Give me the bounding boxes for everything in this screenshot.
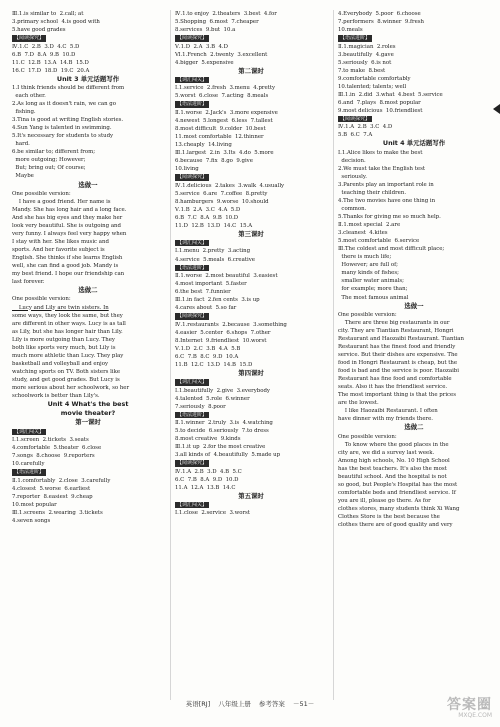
answer-line: more outgoing; However; <box>12 157 86 164</box>
section-tag-row <box>175 378 327 386</box>
answer-line: Ⅲ.1.it up 2.for the most creative <box>175 444 266 451</box>
answer-line: One possible version: <box>12 190 71 197</box>
answer-line: 9.most delicious 10.friendliest <box>338 107 423 114</box>
answer-line: 3.cleanest 4.kites <box>338 230 388 237</box>
section-tag: 【阅读探究】 <box>177 35 208 42</box>
answer-line: Ⅱ.1.magician 2.roles <box>338 43 396 50</box>
answer-line: Ⅳ.1.to enjoy 2.theaters 3.best 4.for <box>175 11 277 17</box>
answer-line: There are three big restaurants in our <box>338 319 450 326</box>
bookmark-marker-icon <box>493 104 500 114</box>
answer-line: Ⅲ.1.in fact 2.fen cents 3.is up <box>175 297 260 304</box>
answer-line: 10.living <box>175 166 199 173</box>
answer-line: I stay with her. She likes music and <box>12 238 109 245</box>
answer-line: sports. And her favorite subject is <box>12 247 105 254</box>
answer-line: One possible version: <box>338 311 397 318</box>
answer-line: Ⅱ.1.most special 2.are <box>338 222 401 229</box>
answer-line: city are, we did a survey last week. <box>338 449 435 456</box>
answer-line: But; bring out; Of course; <box>12 165 86 172</box>
answer-line: 10.carefully <box>12 461 45 468</box>
answer-line: 6.B 7.C 8.A 9.B 10.D <box>175 214 239 221</box>
answer-line: very funny. I always feel very happy when <box>12 230 127 237</box>
answer-line: Ⅱ.1.worse 2.most beautiful 3.easiest <box>175 272 278 279</box>
answer-line: Ⅲ.1.is similar to 2.call; at <box>12 11 84 17</box>
answer-line: 5.Shopping 6.most 7.cheaper <box>175 19 259 26</box>
answer-line: 6.B 7.D 8.A 9.B 10.D <box>12 51 76 58</box>
section-tag: 【语法进阶】 <box>340 35 371 42</box>
answer-line: have dinner with my friends there. <box>338 416 433 423</box>
answer-line: Ⅲ.1.in 2.did 3.what 4.best 5.service <box>338 91 443 98</box>
answer-line: 4.comfortable 5.theater 6.close <box>12 445 102 452</box>
answer-line: 4.talented 5.role 6.winner <box>175 395 250 402</box>
answer-line: 3.Parents play an important role in <box>338 181 434 188</box>
answer-line: Ⅳ.1.delicious 2.takes 3.walk 4.usually <box>175 182 285 189</box>
answer-line: Clothes Store is the best because the <box>338 514 440 521</box>
answer-line: 7.seriously 8.poor <box>175 403 226 410</box>
answer-line: are the lowest. <box>338 400 379 407</box>
answer-line: 7.performers 8.winner 9.fresh <box>338 19 425 26</box>
answer-line: Ⅰ.1.close 2.service 3.worst <box>175 510 250 517</box>
section-tag: 【语法进阶】 <box>177 411 208 418</box>
answer-line: 10.talented; talents; well <box>338 83 407 90</box>
section-heading: 第二课时 <box>238 66 264 75</box>
answer-line: 8.most difficult 9.colder 10.best <box>175 125 266 132</box>
answer-line: Ⅲ.The coldest and most difficult place; <box>338 246 445 253</box>
answer-line: last forever. <box>12 279 45 286</box>
answer-line: 4.cares about 5.so far <box>175 305 237 312</box>
answer-line: 7.songs 8.choose 9.reporters <box>12 453 95 460</box>
answer-line: Ⅲ.1.largest 2.in 3.Its 4.do 5.more <box>175 150 274 157</box>
answer-line: Ⅰ.1.beautifully 2.give 3.everybody <box>175 387 270 394</box>
answer-line: 5.service 6.are 7.coffee 8.pretty <box>175 190 268 197</box>
answer-line: clothes stores, many students think Xi Wang <box>338 506 460 513</box>
answer-line: Restaurant and Haozaibi Restaurant. Tiantian <box>338 335 464 342</box>
answer-line: food is bad and the service is poor. Haozaibi <box>338 368 459 375</box>
section-tag-row <box>175 411 327 419</box>
answer-line: Lucy and Lily are twin sisters. In <box>12 304 109 311</box>
section-tag: 【语法进阶】 <box>177 264 208 271</box>
answer-line: has the best teachers. It's also the most <box>338 465 447 472</box>
answer-line: 3.all kinds of 4.beautifully 5.made up <box>175 452 281 459</box>
answer-line: basketball and volleyball and enjoy <box>12 360 109 367</box>
section-tag: 【语法进阶】 <box>14 469 45 476</box>
section-tag-row <box>175 239 327 247</box>
answer-line: 1.I think friends should be different from <box>12 84 125 91</box>
answer-line: Ⅵ.1.French 2.twenty 3.excellent <box>175 51 268 58</box>
section-tag-row <box>175 100 327 108</box>
answer-line: The most important thing is that the prices <box>338 392 457 399</box>
answer-line: 3.Tina is good at writing English stories. <box>12 117 124 124</box>
answer-line: Ⅱ.1.winner 2.truly 3.is 4.watching <box>175 420 273 427</box>
answer-line: Ⅴ.1.D 2.A 3.B 4.D <box>175 43 228 50</box>
answer-line: 6.because 7.fix 8.go 9.give <box>175 158 253 165</box>
answer-line: comfortable beds and friendliest service. If <box>338 489 456 496</box>
section-tag: 【词汇闯关】 <box>177 240 208 247</box>
answer-line: 4.Everybody 5.poor 6.choose <box>338 11 421 17</box>
answer-line: 9.comfortable comfortably <box>338 75 411 82</box>
section-tag-row <box>175 76 327 84</box>
section-tag: 【阅读探究】 <box>14 35 45 42</box>
section-tag-row <box>175 459 327 467</box>
section-tag: 【词汇闯关】 <box>177 76 208 83</box>
answer-line: One possible version: <box>12 296 71 303</box>
answer-line: as Lily, but she has longer hair than Lily. <box>12 328 123 335</box>
footer-page-number: －51－ <box>292 700 315 708</box>
section-tag-row <box>175 34 327 42</box>
answer-line: teaching their children. <box>338 189 407 196</box>
answer-line: 13.cheaply 14.living <box>175 141 232 148</box>
answer-line: 6.be similar to; different from; <box>12 149 96 156</box>
answer-line: seriously. <box>338 173 367 180</box>
answer-line: 5.worst 6.close 7.acting 8.meals <box>175 93 269 100</box>
answer-line: beautiful school. And the hospital is not <box>338 473 447 480</box>
section-heading: 选做一 <box>78 180 98 189</box>
answer-line: 5.most comfortable 6.service <box>338 238 420 245</box>
section-heading: 第一课时 <box>75 418 101 427</box>
answer-line: Ⅰ.1.Alice likes to make the best <box>338 149 423 156</box>
column-right <box>333 10 490 700</box>
answer-line: 6.the best 7.funnier <box>175 289 231 296</box>
answer-line: hard. <box>12 141 30 148</box>
section-tag: 【阅读探究】 <box>177 460 208 467</box>
answer-line: common. <box>338 206 367 212</box>
section-tag-row <box>175 264 327 272</box>
answer-line: 4.closest 5.worse 6.earliest <box>12 485 91 492</box>
answer-line: Restaurant has the finest food and friendly <box>338 343 456 350</box>
section-heading: 选做二 <box>404 423 424 432</box>
answer-line: One possible version: <box>338 433 397 440</box>
section-heading: 第五课时 <box>238 491 264 500</box>
section-heading: 第三课时 <box>238 229 264 238</box>
section-heading: 选做一 <box>404 301 424 310</box>
answer-line: Ⅴ.1.B 2.A 3.C 4.A 5.D <box>175 206 241 213</box>
answer-line: 8.services 9.but 10.a <box>175 27 236 34</box>
answer-line: 5.B 6.C 7.A <box>338 132 373 139</box>
answer-line: schoolwork is better than Lily's. <box>12 393 100 400</box>
answer-line: Lily is more outgoing than Lucy. They <box>12 336 115 343</box>
answer-line: look very beautiful. She is outgoing and <box>12 222 121 229</box>
answer-line: 4.newest 5.longest 6.less 7.tallest <box>175 117 273 124</box>
answer-line: each other. <box>12 92 46 99</box>
answer-line: my best friend. I hope our friendship can <box>12 271 125 278</box>
answer-line: 11.B 12.C 13.D 14.B 15.D <box>175 361 253 368</box>
answer-line: are different in other ways. Lucy is as tall <box>12 320 126 327</box>
answer-line: 11.C 12.B 13.A 14.B 15.D <box>12 59 89 66</box>
section-tag-row <box>175 173 327 181</box>
answer-line: much more athletic than Lucy. They play <box>12 352 124 359</box>
answer-line: 5.It's necessary for students to study <box>12 133 114 140</box>
answer-line: 8.hamburgers 9.worse 10.should <box>175 198 269 205</box>
section-tag: 【词汇闯关】 <box>177 379 208 386</box>
answer-line: 4.Sun Yang is talented in swimming. <box>12 125 112 132</box>
section-tag: 【阅读探究】 <box>340 115 371 122</box>
answer-line: city. They are Tiantian Restaurant, Hongri <box>338 327 454 334</box>
answer-line: 4.The two movies have one thing in <box>338 197 436 204</box>
section-tag-row <box>175 501 327 509</box>
answer-line: service. But their dishes are expensive. The <box>338 352 458 358</box>
answer-line: 16.C 17.D 18.D 19.C 20.A <box>12 67 90 74</box>
answer-line: so good, but People's Hospital has the most <box>338 481 458 488</box>
answer-line: English. She thinks if she learns English <box>12 255 123 262</box>
column-middle <box>170 10 327 700</box>
answer-line: 3.beautifully 4.gave <box>338 51 394 58</box>
section-tag-row <box>338 34 490 42</box>
answer-line: fishing. <box>12 109 36 116</box>
answer-line: Ⅴ.1.D 2.C 3.B 4.A 5.B <box>175 345 241 352</box>
answer-columns <box>12 10 490 700</box>
answer-line: Ⅳ.1.A 2.B 3.D 4.B 5.C <box>175 468 242 475</box>
answer-line: well, she can find a good job. Mandy is <box>12 263 119 270</box>
answer-line: 11.most comfortable 12.thinner <box>175 133 264 140</box>
section-tag: 【语法进阶】 <box>177 101 208 108</box>
answer-line: 5.Thanks for giving me so much help. <box>338 214 441 221</box>
answer-line: 6.C 7.B 8.A 9.D 10.D <box>175 476 239 483</box>
answer-line: Maybe <box>12 173 34 180</box>
watermark-logo <box>447 698 492 720</box>
answer-line: Ⅰ.1.screen 2.tickets 3.seats <box>12 437 89 444</box>
answer-line: 5.to decide 6.seriously 7.to dress <box>175 428 269 435</box>
footer-subject: 英语[RJ] <box>185 700 211 708</box>
answer-line: 6.C 7.B 8.C 9.D 10.A <box>175 353 239 360</box>
answer-line: some ways, they look the same, but they <box>12 312 123 319</box>
answer-line: 11.A 12.A 13.B 14.C <box>175 484 236 491</box>
section-heading: Unit 4 单元话题写作 <box>382 139 446 148</box>
answer-line: 5.have good grades <box>12 27 66 34</box>
answer-line: Ⅳ.1.restaurants 2.because 3.something <box>175 321 287 328</box>
answer-line: 2.As long as it doesn't rain, we can go <box>12 101 116 108</box>
answer-line: Ⅲ.1.screens 2.wearing 3.tickets <box>12 509 103 516</box>
answer-line: Ⅰ.1.menu 2.pretty 3.acting <box>175 248 251 255</box>
footer-label: 参考答案 <box>258 700 285 708</box>
answer-line: both like sports very much, but Lily is <box>12 344 116 351</box>
section-tag-row <box>338 115 490 123</box>
answer-line: 4.service 5.meals 6.creative <box>175 256 255 263</box>
watermark-line2: MXQE.COM <box>458 712 492 719</box>
answer-line: you are ill, please go there. As for <box>338 498 431 504</box>
answer-line: Ⅱ.1.worse 2.Jack's 3.more expensive <box>175 109 278 116</box>
answer-line: 2.We must take the English test <box>338 165 426 172</box>
answer-line: 3.primary school 4.is good with <box>12 19 100 26</box>
answer-line: The most famous animal <box>338 294 409 301</box>
answer-line: 8.Internet 9.friendliest 10.worst <box>175 337 267 344</box>
answer-line: 8.most creative 9.kinds <box>175 436 241 443</box>
section-tag: 【词汇闯关】 <box>14 428 45 435</box>
answer-line: To know where the good places in the <box>338 441 449 448</box>
page-footer <box>0 699 500 708</box>
answer-line: 11.D 12.B 13.D 14.C 15.A <box>175 222 253 229</box>
section-tag: 【词汇闯关】 <box>177 502 208 509</box>
answer-line: more serious about her schoolwork, so her <box>12 384 130 391</box>
section-tag-row <box>12 34 164 42</box>
answer-line: 7.to make 8.best <box>338 67 386 74</box>
section-heading: 第四课时 <box>238 368 264 377</box>
answer-line: Restaurant has fine food and comfortable <box>338 376 452 383</box>
section-tag: 【阅读探究】 <box>177 174 208 181</box>
answer-line: 10.meals <box>338 27 363 34</box>
watermark-line1: 答案圈 <box>447 697 492 713</box>
answer-line: Ⅰ.1.service 2.fresh 3.menu 4.pretty <box>175 85 276 92</box>
answer-line: 4.easier 5.center 6.shops 7.other <box>175 329 271 336</box>
answer-line: Mandy. She has long hair and a long face. <box>12 206 127 213</box>
answer-line: 10.most popular <box>12 501 57 508</box>
section-heading: 选做二 <box>78 286 98 295</box>
answer-line: And she has big eyes and they make her <box>12 214 123 221</box>
footer-grade: 八年级上册 <box>218 700 251 708</box>
section-tag-row <box>175 312 327 320</box>
answer-line: food in Hongri Restaurant is cheap, but the <box>338 360 458 367</box>
section-heading: Unit 4 What's the best <box>47 400 129 409</box>
answer-line: clothes there are of good quality and very <box>338 522 453 529</box>
answer-line: decision. <box>338 157 366 164</box>
answer-line: Ⅳ.1.C 2.B 3.D 4.C 5.D <box>12 43 80 50</box>
column-left <box>12 10 164 700</box>
answer-line: Among high schools, No. 10 High School <box>338 457 450 464</box>
answer-line: study, and get good grades. But Lucy is <box>12 376 120 383</box>
answer-line: Ⅳ.1.A 2.B 3.C 4.D <box>338 124 393 131</box>
answer-line: 4.most important 5.faster <box>175 281 247 288</box>
answer-line: I have a good friend. Her name is <box>12 198 111 205</box>
answer-line: for example; more than; <box>338 286 408 293</box>
answer-line: there is much life; <box>338 254 392 261</box>
answer-line: watching sports on TV. Both sisters like <box>12 368 121 375</box>
answer-line: smaller water animals; <box>338 278 404 285</box>
answer-line: seats. Also it has the friendliest service. <box>338 384 448 391</box>
section-heading: movie theater? <box>60 409 116 418</box>
answer-line: Ⅱ.1.comfortably 2.close 3.carefully <box>12 477 111 484</box>
answer-line: many kinds of fishes; <box>338 270 399 277</box>
section-tag-row <box>12 428 164 436</box>
answer-line: 4.seven songs <box>12 517 51 524</box>
answer-line: I like Haozaibi Restaurant. I often <box>338 408 438 415</box>
answer-line: 4.bigger 5.expensive <box>175 59 234 66</box>
section-heading: Unit 3 单元话题写作 <box>56 74 120 83</box>
answer-line: 7.reporter 8.easiest 9.cheap <box>12 493 93 500</box>
answer-line: However; are full of; <box>338 262 398 269</box>
answer-line: 6.and 7.plays 8.most popular <box>338 99 421 106</box>
section-tag-row <box>12 468 164 476</box>
section-tag: 【阅读探究】 <box>177 313 208 320</box>
answer-line: 5.seriously 6.is not <box>338 59 392 66</box>
